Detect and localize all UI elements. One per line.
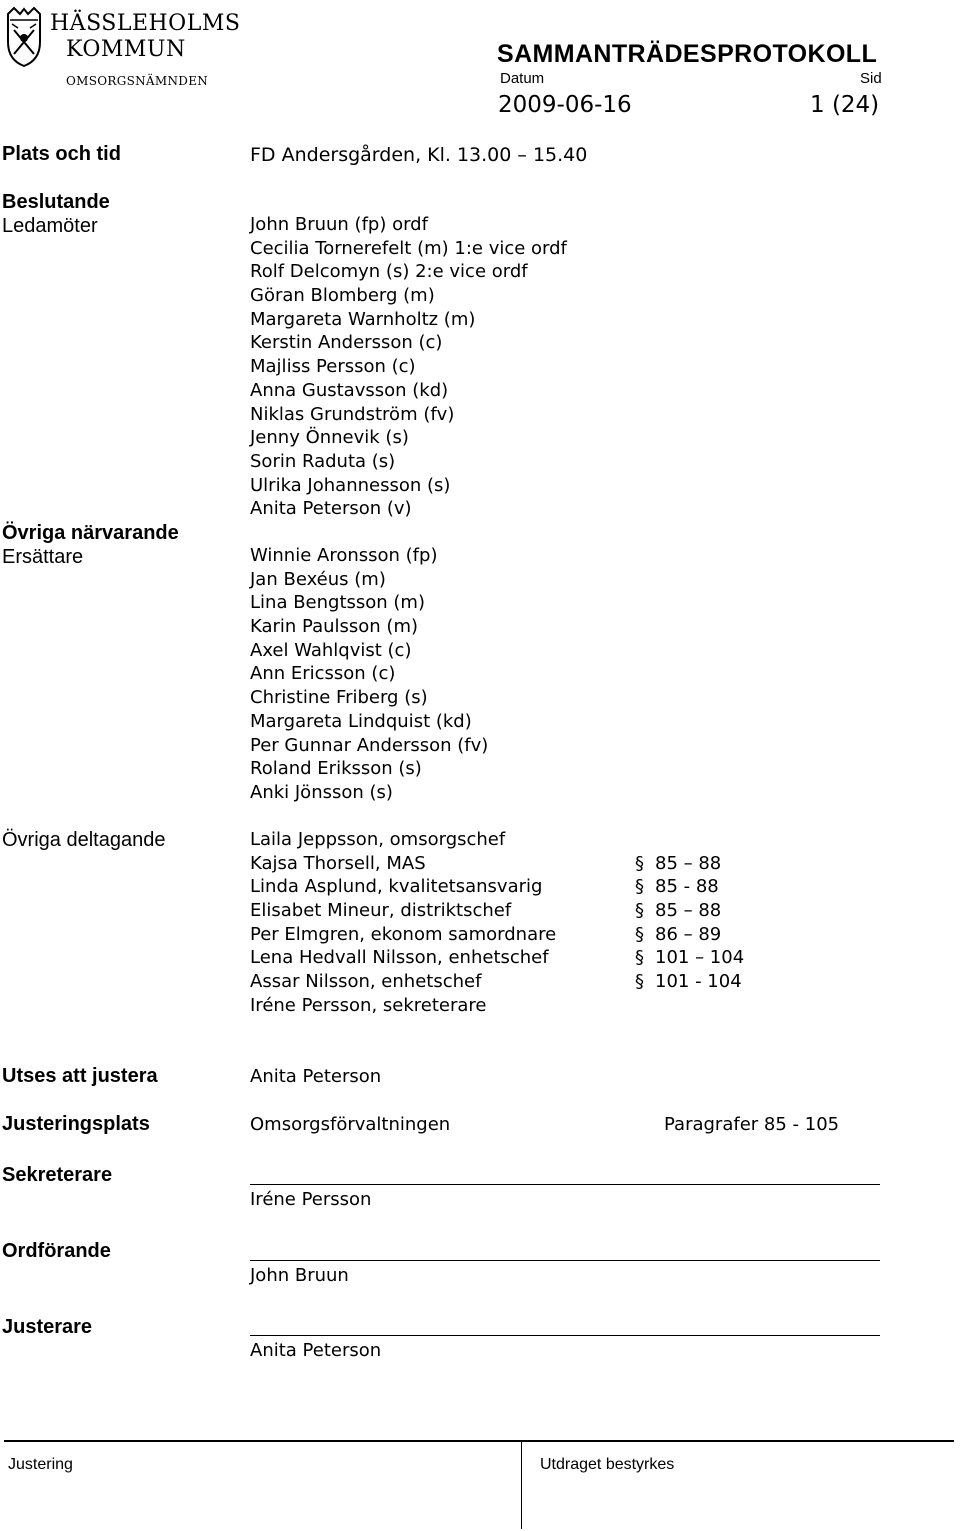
org-name-line1: HÄSSLEHOLMS [50,11,241,36]
list-item: Winnie Aronsson (fp) [250,545,438,566]
signature-role: Ordförande [2,1240,111,1262]
document-title: SAMMANTRÄDESPROTOKOLL [497,40,878,68]
paragrafer-value: Paragrafer 85 - 105 [664,1114,840,1135]
section-range: 86 – 89 [655,923,722,945]
signature-line [250,1184,880,1185]
ovriga-heading: Övriga närvarande [2,522,179,544]
signature-name: John Bruun [250,1265,349,1286]
participant-row [250,923,810,947]
municipal-logo [4,6,241,90]
list-item: Ulrika Johannesson (s) [250,474,451,496]
participant-name: Lena Hedvall Nilsson, enhetschef [250,947,549,969]
list-item: Anki Jönsson (s) [250,781,393,803]
participant-row [250,828,810,852]
signature-role: Justerare [2,1316,93,1338]
footer-justering-label: Justering [8,1456,73,1473]
list-item: Niklas Grundström (fv) [250,403,455,425]
list-item: Rolf Delcomyn (s) 2:e vice ordf [250,261,528,283]
list-item: Cecilia Tornerefelt (m) 1:e vice ordf [250,237,567,259]
org-name-line2: KOMMUN [66,37,186,62]
signature-name: Anita Peterson [250,1340,382,1361]
participant-row [250,946,810,970]
member-list [250,213,567,521]
footer-rule [4,1440,954,1442]
list-item: Axel Wahlqvist (c) [250,639,412,661]
section-sign: § [635,947,644,969]
list-item: Karin Paulsson (m) [250,616,419,638]
place-value: FD Andersgården, Kl. 13.00 – 15.40 [250,144,588,166]
ersattare-label: Ersättare [2,546,84,568]
list-item: Margareta Lindquist (kd) [250,710,472,732]
list-item: Ann Ericsson (c) [250,663,396,685]
utses-value: Anita Peterson [250,1066,382,1087]
list-item: Göran Blomberg (m) [250,285,435,307]
participant-name: Assar Nilsson, enhetschef [250,971,482,993]
list-item: Roland Eriksson (s) [250,758,422,780]
participant-name: Iréne Persson, sekreterare [250,994,487,1016]
list-item: Lina Bengtsson (m) [250,592,425,614]
list-item: Per Gunnar Andersson (fv) [250,734,489,756]
signature-name: Iréne Persson [250,1189,372,1210]
footer-divider [521,1441,522,1529]
section-range: 101 – 104 [655,947,745,969]
signature-line [250,1260,880,1261]
justeringsplats-label: Justeringsplats [2,1113,150,1135]
list-item: John Bruun (fp) ordf [250,214,428,235]
section-range: 85 – 88 [655,852,722,874]
participant-row [250,852,810,876]
coat-of-arms-icon [4,6,44,68]
list-item: Jenny Önnevik (s) [250,427,409,449]
org-department: OMSORGSNÄMNDEN [66,74,209,88]
date-label: Datum [500,70,545,87]
participant-name: Linda Asplund, kvalitetsansvarig [250,876,543,898]
participant-row [250,875,810,899]
list-item: Christine Friberg (s) [250,687,428,709]
participant-name: Per Elmgren, ekonom samordnare [250,923,557,945]
section-sign: § [635,900,644,922]
participant-row [250,970,810,994]
list-item: Sorin Raduta (s) [250,450,396,472]
date-value: 2009-06-16 [498,92,632,118]
deltagande-label: Övriga deltagande [2,829,166,851]
participant-list [250,828,810,1018]
section-range: 85 – 88 [655,900,722,922]
section-sign: § [635,876,644,898]
section-sign: § [635,852,644,874]
list-item: Anna Gustavsson (kd) [250,379,449,401]
participant-name: Elisabet Mineur, distriktschef [250,900,512,922]
list-item: Kerstin Andersson (c) [250,332,443,354]
section-range: 101 - 104 [655,971,742,993]
page-value: 1 (24) [810,92,880,118]
utses-label: Utses att justera [2,1065,158,1087]
beslutande-heading: Beslutande [2,191,110,213]
signature-role: Sekreterare [2,1164,113,1186]
participant-row [250,899,810,923]
participant-row [250,994,810,1018]
signature-line [250,1335,880,1336]
list-item: Majliss Persson (c) [250,356,416,378]
section-sign: § [635,923,644,945]
justeringsplats-value: Omsorgsförvaltningen [250,1114,451,1135]
ledamoter-label: Ledamöter [2,215,98,237]
footer-bestyrkes-label: Utdraget bestyrkes [540,1456,675,1473]
participant-name: Kajsa Thorsell, MAS [250,852,426,874]
participant-name: Laila Jeppsson, omsorgschef [250,829,506,850]
list-item: Anita Peterson (v) [250,498,412,520]
list-item: Margareta Warnholtz (m) [250,308,476,330]
page-label: Sid [860,70,882,87]
section-sign: § [635,971,644,993]
section-range: 85 - 88 [655,876,719,898]
place-label: Plats och tid [2,143,121,165]
substitute-list [250,544,488,805]
list-item: Jan Bexéus (m) [250,568,386,590]
